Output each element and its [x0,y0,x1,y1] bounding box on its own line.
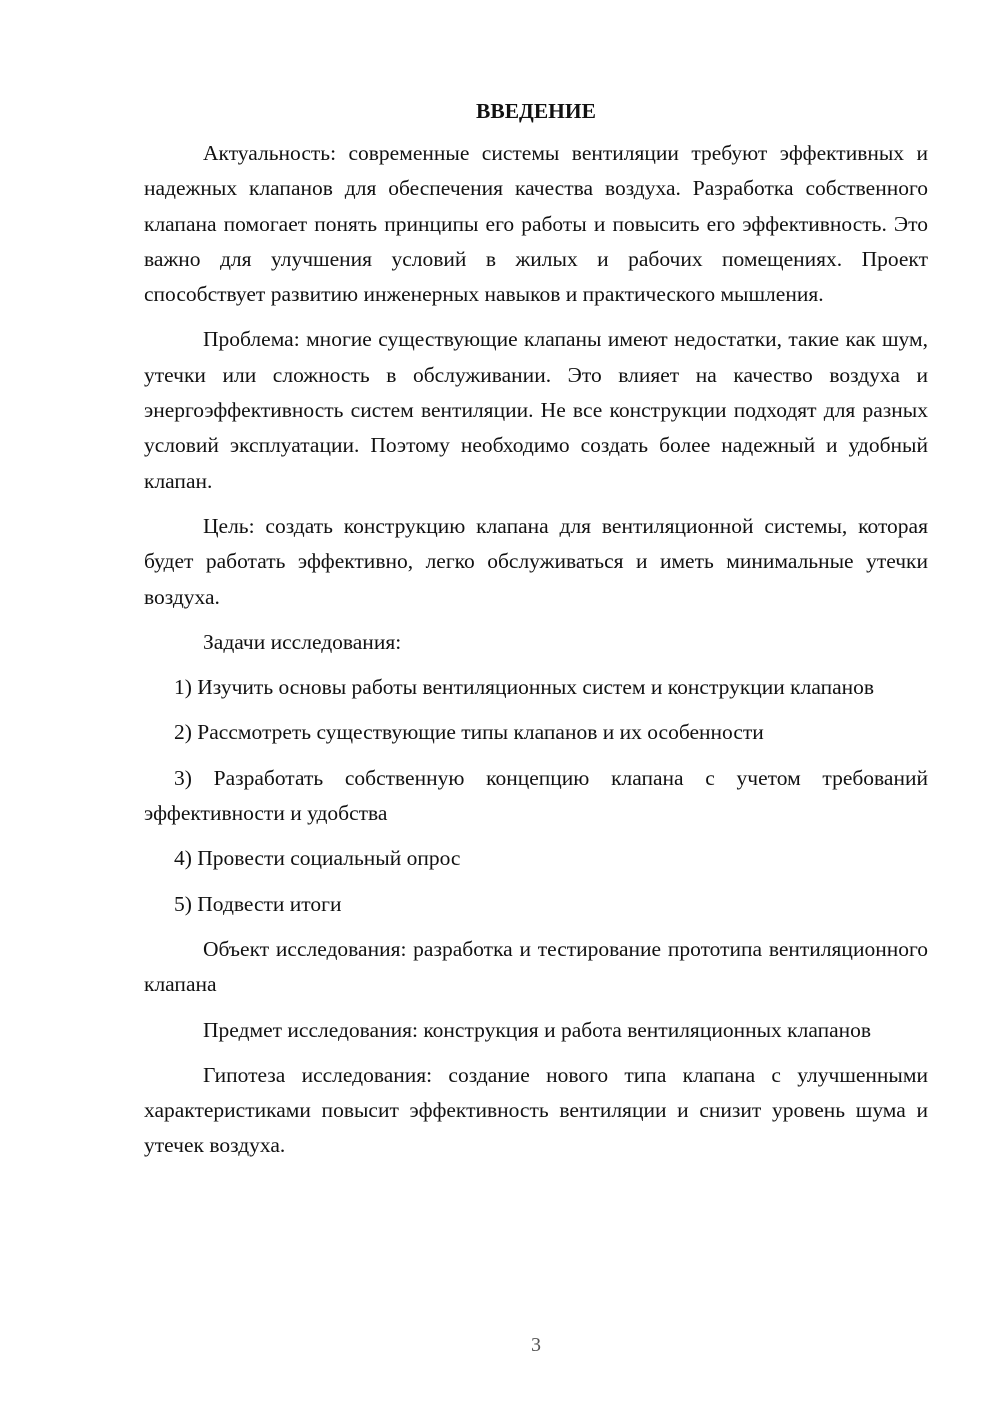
task-item-4: 4) Провести социальный опрос [174,846,461,871]
page-number: 3 [531,1334,541,1356]
paragraph-subject: Предмет исследования: конструкция и работа вентиляционных клапанов [203,1017,872,1042]
task-item-2: 2) Рассмотреть существующие типы клапанов и их особенности [174,720,764,745]
document-page [144,96,928,1174]
paragraph-hypothesis: Гипотеза исследования: создание нового типа клапана с улучшенными характеристиками повысит эффективность вентиляции и снизит уровень шума и утечек воздуха. [144,1062,928,1158]
task-item-1: 1) Изучить основы работы вентиляционных систем и конструкции клапанов [174,675,875,700]
task-item-3: 3) Разработать собственную концепцию клапана с учетом требований эффективности и удобства [144,765,928,826]
paragraph-goal: Цель: создать конструкцию клапана для вентиляционной системы, которая будет работать эффективно, легко обслуживаться и иметь минимальные утечки воздуха. [144,513,928,609]
paragraph-problem: Проблема: многие существующие клапаны имеют недостатки, такие как шум, утечки или сложность в обслуживании. Это влияет на качество воздуха и энергоэффективность систем вентиляции. Не все конструкции подходят для разных условий эксплуатации. Поэтому необходимо создать более надежный и удобный клапан. [144,327,928,493]
page-title: ВВЕДЕНИЕ [476,99,596,123]
paragraph-relevance: Актуальность: современные системы вентиляции требуют эффективных и надежных клапанов для обеспечения качества воздуха. Разработка собственного клапана помогает понять принципы его работы и повысить его эффективность. Это важно для улучшения условий в жилых и рабочих помещениях. Проект способствует развитию инженерных навыков и практического мышления. [144,141,928,307]
task-item-5: 5) Подвести итоги [174,891,342,916]
paragraph-object: Объект исследования: разработка и тестирование прототипа вентиляционного клапана [144,936,928,997]
tasks-heading: Задачи исследования: [203,629,402,654]
